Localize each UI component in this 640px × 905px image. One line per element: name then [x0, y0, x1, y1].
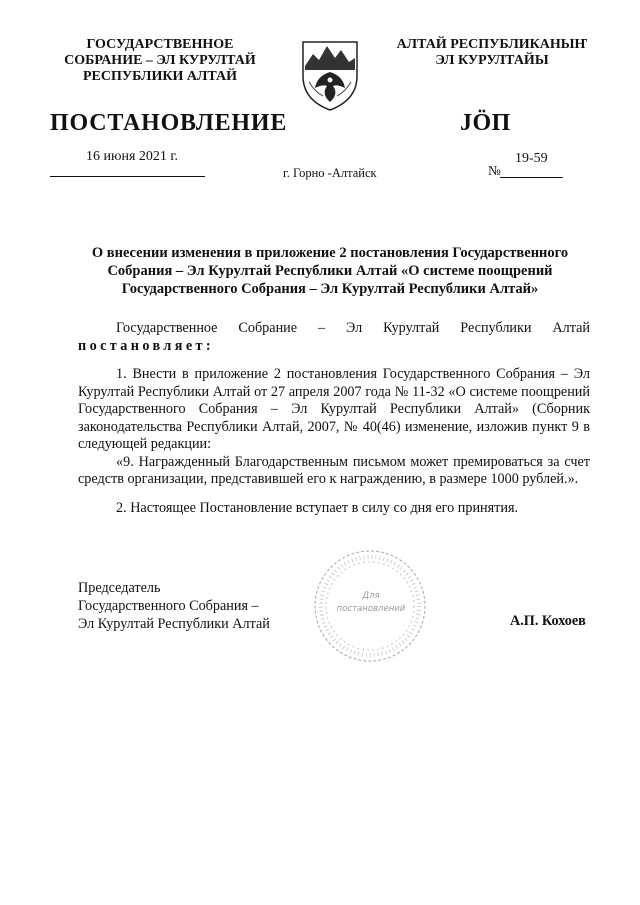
item-1-paragraph: 1. Внести в приложение 2 постановления Государственного Собрания – Эл Курултай Республики Алтай от 27 апреля 2007 года № 11-32 «О системе поощрений Государственного Собрания – Эл Курултай Республики Алтай» (Сборник законодательства Республики Алтай, 2007, № 40(46) изменение, изложив пункт 9 в следующей редакции:: [78, 366, 590, 452]
org-name-russian: [40, 37, 280, 85]
signatory-position: [78, 579, 270, 633]
signatory-position-line: Государственного Собрания –: [78, 598, 259, 614]
number-sign: №: [488, 163, 501, 178]
decree-word-text: постановляет:: [78, 337, 215, 354]
document-city: г. Горно -Алтайск: [283, 166, 377, 180]
item-2-paragraph: 2. Настоящее Постановление вступает в силу со дня его принятия.: [116, 499, 519, 516]
org-name-line: ЭЛ КУРУЛТАЙЫ: [435, 53, 549, 68]
document-date: 16 июня 2021 г.: [86, 149, 179, 164]
org-name-line: ГОСУДАРСТВЕННОЕ: [86, 37, 234, 52]
org-name-altai: [372, 37, 612, 69]
doc-type-russian: ПОСТАНОВЛЕНИЕ: [50, 110, 288, 136]
org-name-line: АЛТАЙ РЕСПУБЛИКАНЫҤ: [396, 37, 588, 52]
signatory-name: А.П. Кохоев: [510, 613, 586, 629]
item-1-quote-paragraph: «9. Награжденный Благодарственным письмом может премироваться за счет средств организации, представившей его к награждению, в размере 1000 рублей.».: [78, 453, 590, 487]
decree-word: [78, 338, 590, 356]
document-body: [78, 320, 590, 517]
org-name-line: РЕСПУБЛИКИ АЛТАЙ: [82, 69, 238, 84]
signatory-position-line: Эл Курултай Республики Алтай: [78, 616, 270, 632]
doc-type-altai: JÖП: [460, 110, 511, 136]
signatory-position-line: Председатель: [78, 580, 161, 596]
stamp-label: [328, 590, 414, 616]
document-title: О внесении изменения в приложение 2 постановления Государственного Собрания – Эл Курултай Республики Алтай «О системе поощрений Государственного Собрания – Эл Курултай Республики Алтай»: [91, 245, 569, 297]
republic-altai-emblem-icon: [297, 36, 363, 112]
org-name-line: СОБРАНИЕ – ЭЛ КУРУЛТАЙ: [64, 53, 256, 68]
stamp-label-line: Для: [362, 591, 380, 601]
intro-paragraph: Государственное Собрание – Эл Курултай Республики Алтай: [116, 320, 590, 336]
date-underline: [50, 176, 205, 177]
document-number: 19-59: [515, 151, 548, 166]
stamp-label-line: постановлений: [336, 604, 406, 614]
number-underline: [500, 177, 563, 178]
